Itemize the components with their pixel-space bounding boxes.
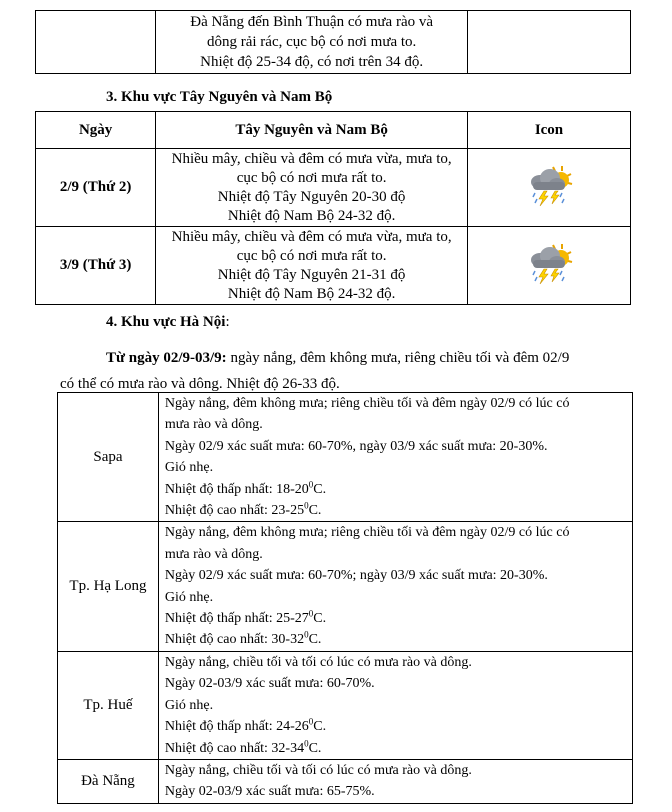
forecast-text-cell [156,11,468,74]
empty-cell [36,11,156,74]
header-icon: Icon [467,112,630,149]
description-line: Nhiệt độ Tây Nguyên 20-30 độ [217,188,406,205]
forecast-line: Nhiệt độ 25-34 độ, có nơi trên 34 độ. [200,54,424,70]
degree-sup: 0 [308,716,314,727]
temp-max-line [165,629,632,650]
description-cell [156,149,468,227]
degree-sup: 0 [304,629,309,640]
degree-sup: 0 [308,608,314,619]
info-line: Ngày 02-03/9 xác suất mưa: 60-70%. [164,676,375,692]
description-line: cục bộ có nơi mưa rất to. [236,169,387,186]
description-line: Nhiệt độ Tây Nguyên 21-31 độ [217,266,406,283]
temp-min-line [165,608,632,629]
temp-min-line [165,716,632,737]
icon-cell [467,227,630,305]
temp-max-label: Nhiệt độ cao nhất: 23-25 [164,503,305,519]
temp-unit: C. [308,632,322,648]
table-row [58,759,633,803]
info-cell [158,393,632,522]
info-line: mưa rào và dông. [164,546,263,562]
info-line: Ngày nắng, chiều tối và tối có lúc có mưa rào và dông. [164,762,472,778]
temp-min-line [165,479,632,500]
thunderstorm-sun-icon [524,162,574,208]
thunderstorm-sun-icon [524,240,574,286]
place-cell: Đà Nẵng [58,759,159,803]
temp-unit: C. [308,503,322,519]
degree-sup: 0 [304,500,309,511]
paragraph-line-2: có thể có mưa rào và dông. Nhiệt độ 26-33 độ. [60,376,340,392]
degree-sup: 0 [304,737,309,748]
section-heading-3: 3. Khu vực Tây Nguyên và Nam Bộ [106,89,333,105]
region-forecast-table [35,111,631,305]
forecast-table-continued [35,10,631,74]
table-row [58,651,633,759]
temp-max-line [165,500,632,521]
temp-max-label: Nhiệt độ cao nhất: 32-34 [164,740,305,756]
place-cell: Sapa [58,393,159,522]
info-cell [158,759,632,803]
day-cell: 2/9 (Thứ 2) [36,149,156,227]
temp-min-label: Nhiệt độ thấp nhất: 25-27 [164,611,309,627]
paragraph-text: ngày nắng, đêm không mưa, riêng chiều tối và đêm 02/9 [226,350,570,366]
paragraph-date-range: Từ ngày 02/9-03/9: [106,350,227,366]
table-row [36,227,631,305]
temp-unit: C. [313,611,327,627]
info-line: Ngày nắng, đêm không mưa; riêng chiều tối và đêm ngày 02/9 có lúc có [164,525,570,541]
hanoi-area-table [57,392,633,804]
paragraph-line-1 [60,345,640,371]
place-cell: Tp. Huế [58,651,159,759]
info-line: Ngày 02/9 xác suất mưa: 60-70%, ngày 03/9 xác suất mưa: 20-30%. [164,438,548,454]
hanoi-summary-paragraph [60,345,640,397]
temp-unit: C. [313,719,327,735]
info-line: Ngày nắng, chiều tối và tối có lúc có mưa rào và dông. [164,654,472,670]
description-line: Nhiệt độ Nam Bộ 24-32 độ. [227,207,396,224]
header-region: Tây Nguyên và Nam Bộ [156,112,468,149]
day-cell: 3/9 (Thứ 3) [36,227,156,305]
table-row [58,393,633,522]
description-cell [156,227,468,305]
info-cell [158,522,632,651]
section-heading-4-suffix: : [225,314,230,330]
temp-unit: C. [313,481,327,497]
info-line: Gió nhẹ. [164,697,214,713]
section-heading-4 [106,314,230,331]
forecast-line: dông rải rác, cục bộ có nơi mưa to. [206,34,417,50]
temp-unit: C. [308,740,322,756]
info-line: mưa rào và dông. [164,417,263,433]
description-line: Nhiều mây, chiều và đêm có mưa vừa, mưa to, [171,228,452,245]
description-line: Nhiều mây, chiều và đêm có mưa vừa, mưa to, [171,150,452,167]
table-row [36,11,631,74]
info-line: Ngày 02/9 xác suất mưa: 60-70%; ngày 03/9 xác suất mưa: 20-30%. [164,568,548,584]
table-row [58,522,633,651]
temp-max-label: Nhiệt độ cao nhất: 30-32 [164,632,305,648]
place-cell: Tp. Hạ Long [58,522,159,651]
forecast-line: Đà Nẵng đến Bình Thuận có mưa rào và [190,14,434,30]
info-line: Ngày 02-03/9 xác suất mưa: 65-75%. [164,784,375,800]
temp-min-label: Nhiệt độ thấp nhất: 24-26 [164,719,309,735]
table-header-row [36,112,631,149]
temp-max-line [165,738,632,759]
info-line: Ngày nắng, đêm không mưa; riêng chiều tối và đêm ngày 02/9 có lúc có [164,396,570,411]
info-cell [158,651,632,759]
header-day: Ngày [36,112,156,149]
section-heading-4-text: 4. Khu vực Hà Nội [106,314,226,330]
info-line: Gió nhẹ. [164,589,214,605]
empty-icon-cell [468,11,631,74]
table-row [36,149,631,227]
description-line: Nhiệt độ Nam Bộ 24-32 độ. [227,285,396,302]
icon-cell [467,149,630,227]
degree-sup: 0 [308,478,314,489]
info-line: Gió nhẹ. [164,460,214,476]
description-line: cục bộ có nơi mưa rất to. [236,247,387,264]
temp-min-label: Nhiệt độ thấp nhất: 18-20 [164,481,309,497]
